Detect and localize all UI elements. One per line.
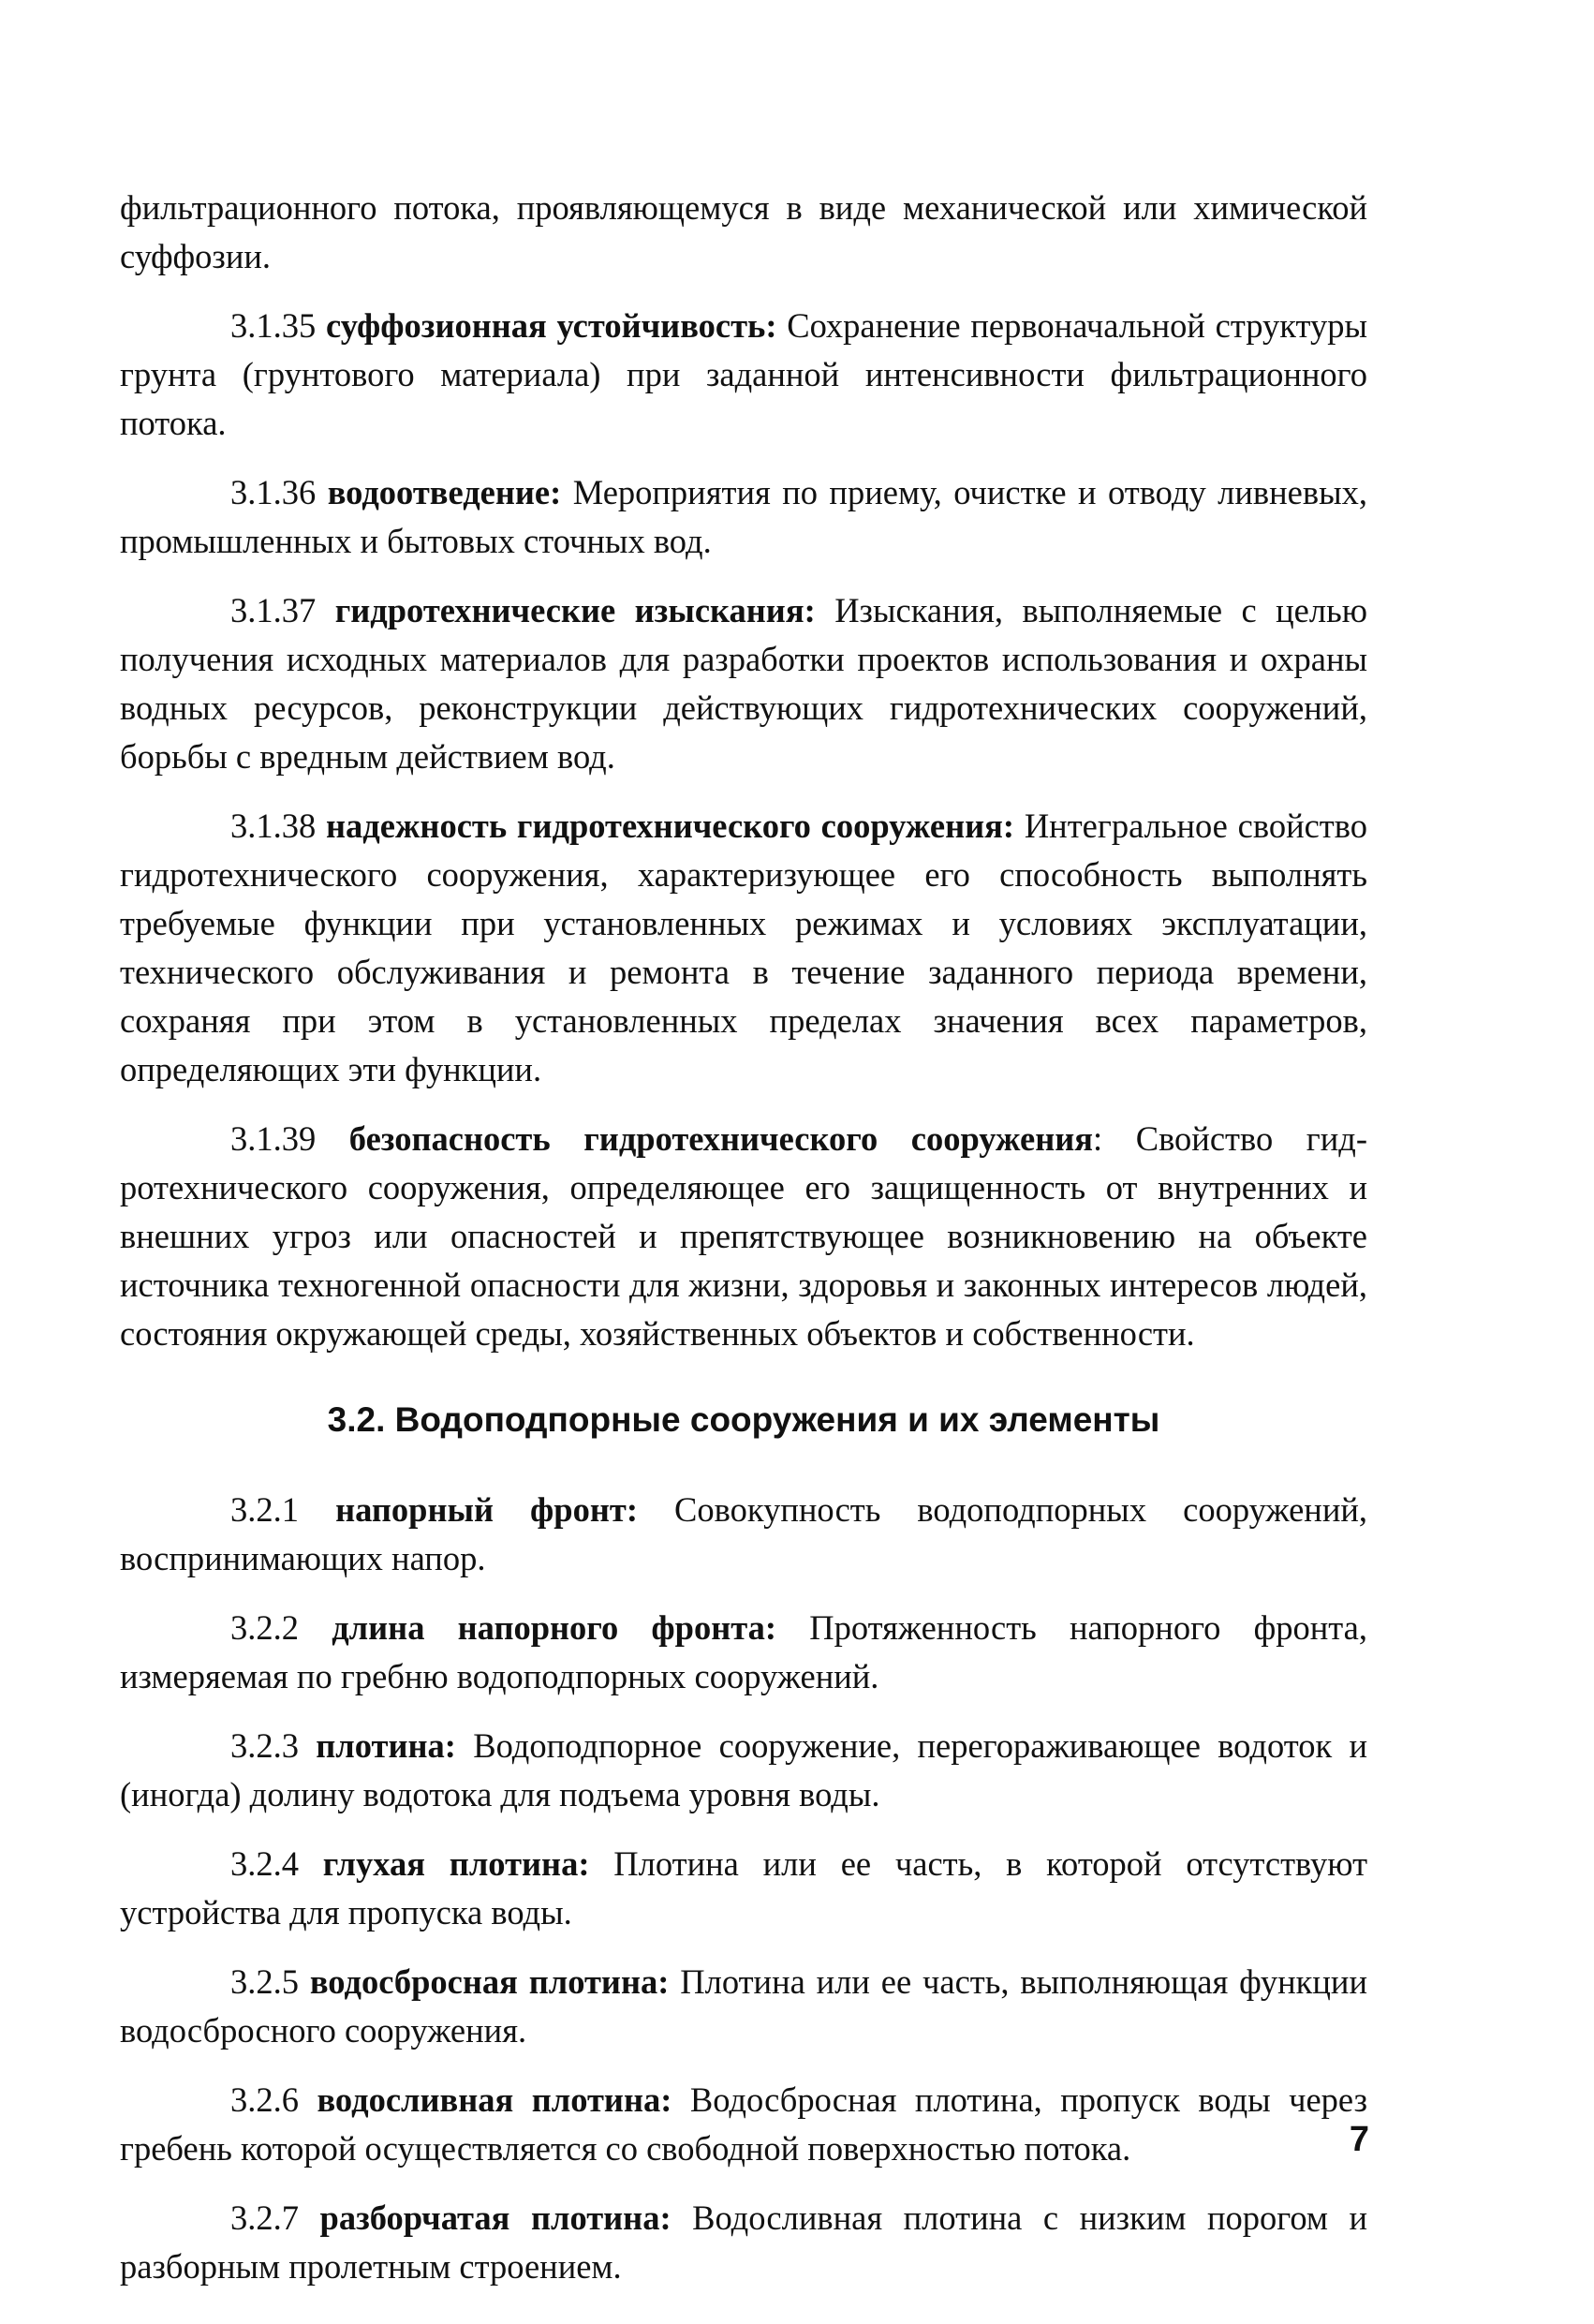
- entry-definition: Плотина или ее часть, выполняющая функции водосбросного сооружения.: [120, 1962, 1367, 2050]
- entry-term: гидротехнические изыскания:: [334, 591, 816, 629]
- entry-3-2-4: [120, 1840, 1367, 1937]
- entry-3-2-6: [120, 2076, 1367, 2173]
- entry-definition: Мероприятия по приему, очистке и отводу ливневых, промышленных и бытовых сточных вод.: [120, 473, 1367, 560]
- entry-3-2-5: [120, 1958, 1367, 2055]
- continued-paragraph: фильтрационного потока, проявляющемуся в виде механической или химической суффозии.: [120, 188, 1367, 275]
- page-number: 7: [1349, 2120, 1369, 2159]
- entry-3-2-3: [120, 1722, 1367, 1819]
- entry-definition: Плотина или ее часть, в которой отсутствуют устройства для пропуска воды.: [120, 1844, 1368, 1932]
- entry-number: 3.1.37: [230, 591, 317, 629]
- entry-number: 3.2.4: [230, 1844, 299, 1883]
- entry-number: 3.2.5: [230, 1962, 299, 2001]
- entry-3-1-35: [120, 302, 1367, 448]
- document-page: [120, 184, 1367, 2312]
- entry-term: водосливная плотина:: [317, 2080, 672, 2119]
- entry-definition: : Свойство гидротехнического сооружения, определяющее его защищенность от внутренних и внешних угроз или опасностей и препятствующее возникновению на объекте источника техногенной опасности для жизни, здоровья и законных интересов людей, состояния окружающей среды, хозяйственных объектов и собственности.: [120, 1119, 1367, 1353]
- entry-3-1-36: [120, 468, 1367, 566]
- entry-term: напорный фронт:: [335, 1490, 638, 1529]
- entry-term: безопасность гидротехнического сооружения: [348, 1119, 1094, 1158]
- entry-3-1-39: [120, 1115, 1367, 1358]
- entry-term: водосбросная плотина:: [309, 1962, 670, 2001]
- entries-section-3-1: [120, 302, 1367, 1358]
- entry-number: 3.1.35: [230, 306, 317, 345]
- entry-term: водоотведение:: [327, 473, 562, 511]
- entry-definition: Водоподпорное сооружение, перегораживающее водоток и (иногда) долину водотока для подъема уровня воды.: [120, 1726, 1367, 1813]
- entry-definition: Сохранение первоначальной структуры грунта (грунтового материала) при заданной интенсивности фильтрационного потока.: [120, 306, 1368, 442]
- entry-definition: Изыскания, выполняемые с целью получения исходных материалов для разработки проектов использования и охраны водных ресурсов, реконструкции действующих гидротехнических сооружений, борьбы с вредным действием вод.: [120, 591, 1368, 776]
- entry-definition: Протяженность напорного фронта, измеряемая по гребню водоподпорных сооружений.: [120, 1608, 1368, 1695]
- entry-number: 3.2.6: [230, 2080, 299, 2119]
- entry-3-2-7: [120, 2194, 1367, 2291]
- entry-3-2-2: [120, 1604, 1367, 1701]
- entry-term: плотина:: [316, 1726, 456, 1765]
- entry-number: 3.1.38: [230, 807, 317, 845]
- section-heading: 3.2. Водоподпорные сооружения и их элементы: [327, 1400, 1160, 1439]
- entry-number: 3.2.2: [230, 1608, 299, 1647]
- entry-definition: Совокупность водоподпорных сооружений, воспринимающих напор.: [120, 1490, 1368, 1577]
- entry-term: суффозионная устойчивость:: [325, 306, 777, 345]
- entry-3-1-37: [120, 586, 1367, 781]
- entry-3-1-38: [120, 802, 1367, 1094]
- entry-number: 3.1.36: [230, 473, 317, 511]
- entry-number: 3.2.1: [230, 1490, 299, 1529]
- entry-term: длина напорного фронта:: [332, 1608, 777, 1647]
- entry-number: 3.2.7: [230, 2198, 299, 2237]
- entry-definition: Водосливная плотина с низким порогом и разборным пролетным строением.: [120, 2198, 1368, 2286]
- entries-section-3-2: [120, 1486, 1367, 2291]
- entry-number: 3.2.3: [230, 1726, 299, 1765]
- entry-term: надежность гидротехнического сооружения:: [326, 807, 1015, 845]
- entry-definition: Водосбросная плотина, пропуск воды через гребень которой осуществляется со свободной поверхностью потока.: [120, 2080, 1368, 2168]
- entry-definition: Интегральное свойство гидротехнического сооружения, характеризующее его способность выполнять требуемые функции при установленных режимах и условиях эксплуатации, технического обслуживания и ремонта в течение заданного периода времени, сохраняя при этом в установленных пределах значения всех параметров, определяющих эти функции.: [120, 807, 1367, 1088]
- entry-3-2-1: [120, 1486, 1367, 1583]
- entry-term: разборчатая плотина:: [319, 2198, 672, 2237]
- entry-number: 3.1.39: [230, 1119, 317, 1158]
- entry-term: глухая плотина:: [322, 1844, 590, 1883]
